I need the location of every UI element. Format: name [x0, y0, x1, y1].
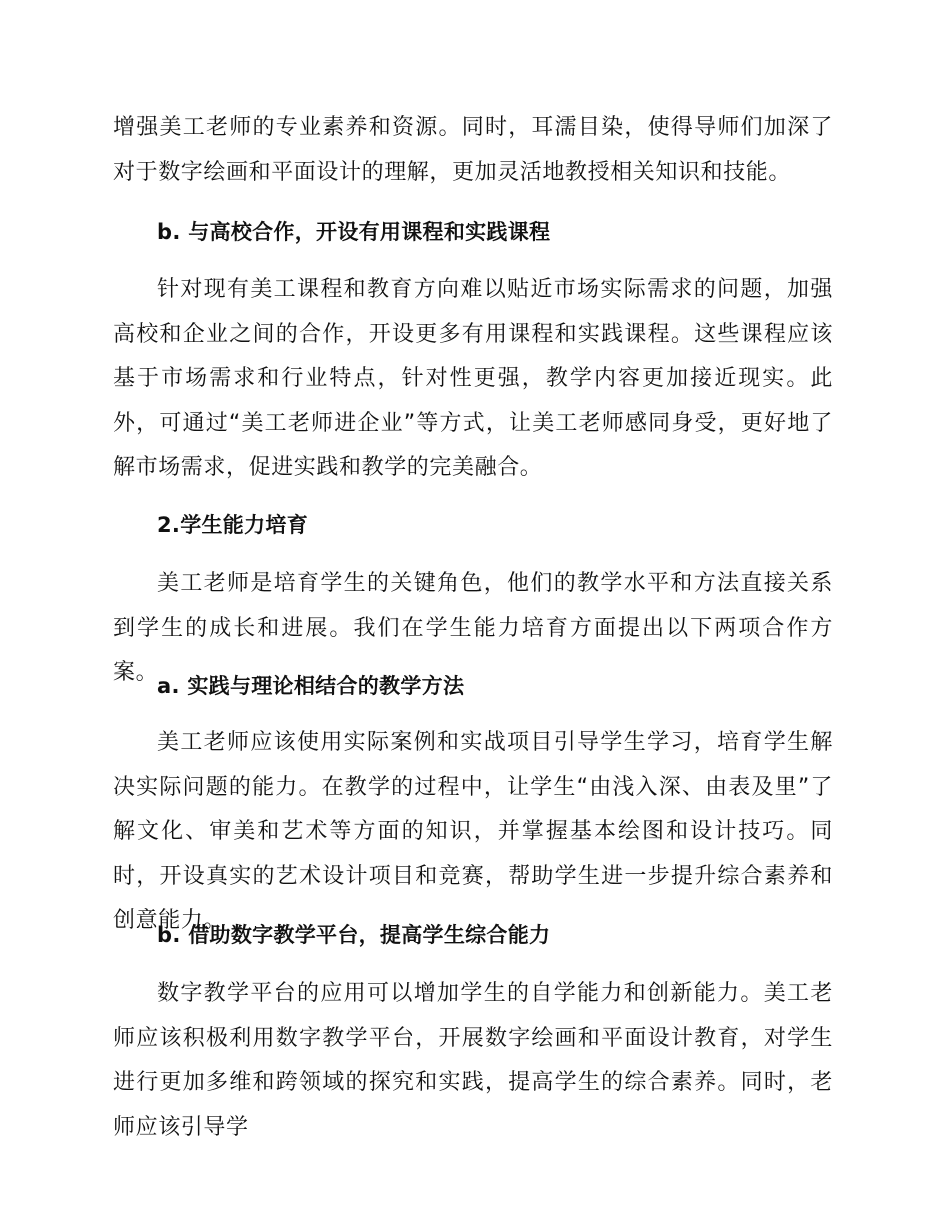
paragraph-digital-platform — [113, 972, 833, 1150]
heading-university-cooperation — [113, 217, 833, 247]
section-heading: b. 与高校合作，开设有用课程和实践课程 — [157, 220, 551, 244]
paragraph-text: 美工老师应该使用实际案例和实战项目引导学生学习，培育学生解决实际问题的能力。在教学的过程中，让学生“由浅入深、由表及里”了解文化、审美和艺术等方面的知识，并掌握基本绘图和设计技巧。同时，开设真实的艺术设计项目和竞赛，帮助学生进一步提升综合素养和创意能力。 — [113, 730, 833, 933]
section-heading: b. 借助数字教学平台，提高学生综合能力 — [157, 923, 551, 947]
paragraph-practice-theory — [113, 721, 833, 944]
heading-student-ability — [113, 510, 833, 540]
paragraph-text: 增强美工老师的专业素养和资源。同时，耳濡目染，使得导师们加深了对于数字绘画和平面设计的理解，更加灵活地教授相关知识和技能。 — [113, 115, 833, 185]
paragraph-text: 美工老师是培育学生的关键角色，他们的教学水平和方法直接关系到学生的成长和进展。我们在学生能力培育方面提出以下两项合作方案。 — [113, 571, 833, 685]
paragraph-text: 数字教学平台的应用可以增加学生的自学能力和创新能力。美工老师应该积极利用数字教学平台，开展数字绘画和平面设计教育，对学生进行更加多维和跨领域的探究和实践，提高学生的综合素养。同时，老师应该引导学 — [113, 981, 833, 1140]
paragraph-text: 针对现有美工课程和教育方向难以贴近市场实际需求的问题，加强高校和企业之间的合作，开设更多有用课程和实践课程。这些课程应该基于市场需求和行业特点，针对性更强，教学内容更加接近现实。此外，可通过“美工老师进企业”等方式，让美工老师感同身受，更好地了解市场需求，促进实践和教学的完美融合。 — [113, 277, 833, 480]
paragraph-teacher-resources — [113, 106, 833, 195]
section-heading: a. 实践与理论相结合的教学方法 — [157, 674, 465, 698]
paragraph-university-cooperation — [113, 268, 833, 491]
section-heading: 2.学生能力培育 — [157, 513, 308, 537]
heading-digital-platform — [113, 920, 833, 950]
heading-practice-theory — [113, 671, 833, 701]
